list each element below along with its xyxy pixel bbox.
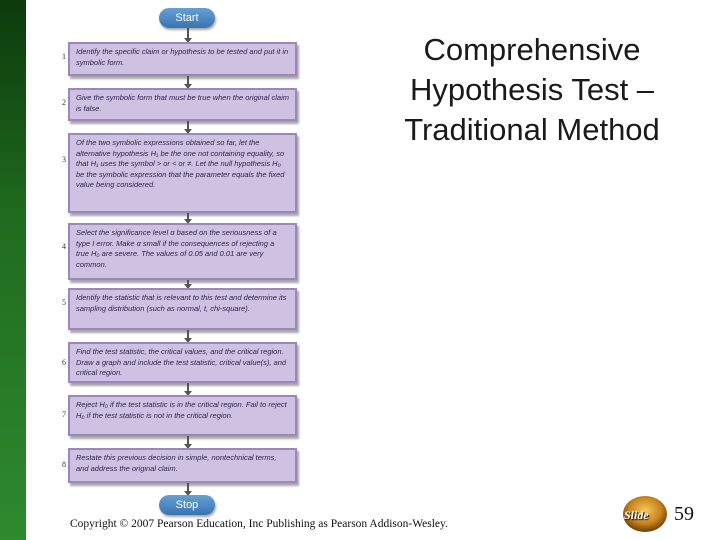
step-7 [68,395,297,436]
sidebar-bar [0,0,26,540]
stop-node: Stop [159,495,215,515]
arrow [187,121,189,133]
step-number: 3 [62,155,66,164]
step-6 [68,342,297,383]
step-1 [68,42,297,76]
arrow [187,436,189,448]
step-text: Find the test statistic, the critical values, and the critical region. Draw a graph and include the test statistic, critical value(s), and critical region. [76,347,287,377]
slide-number: 59 [674,503,694,525]
step-text: Of the two symbolic expressions obtained so far, let the alternative hypothesis H₁ be the one not containing equality, so that H₁ uses the symbol > or < or ≠. Let the null hypothesis H₀ be the symbolic expression that the parameter equals the fixed value being considered. [76,138,285,189]
start-node: Start [159,8,215,28]
step-2 [68,88,297,121]
arrow [187,383,189,395]
step-number: 6 [62,358,66,367]
copyright-text: Copyright © 2007 Pearson Education, Inc Publishing as Pearson Addison-Wesley. [70,518,448,530]
step-number: 8 [62,460,66,469]
step-number: 2 [62,98,66,107]
step-text: Select the significance level α based on the seriousness of a type I error. Make α small if the consequences of rejecting a true H₀ are severe. The values of 0.05 and 0.01 are very common. [76,228,277,269]
arrow [187,76,189,88]
step-number: 7 [62,410,66,419]
step-text: Restate this previous decision in simple, nontechnical terms, and address the original claim. [76,453,277,473]
arrow [187,28,189,42]
flowchart [58,0,308,520]
title-line: Comprehensive [423,32,641,67]
step-3 [68,133,297,213]
arrow [187,483,189,495]
step-8 [68,448,297,483]
step-text: Give the symbolic form that must be true when the original claim is false. [76,93,290,113]
step-number: 1 [62,52,66,61]
step-text: Identify the statistic that is relevant to this test and determine its sampling distribution (such as normal, t, chi-square). [76,293,287,313]
step-text: Reject H₀ if the test statistic is in the critical region. Fail to reject H₀ if the test statistic is not in the critical region. [76,400,287,420]
step-number: 4 [62,242,66,251]
slide-title [352,30,712,150]
step-5 [68,288,297,330]
arrow [187,330,189,342]
arrow [187,280,189,288]
title-line: Traditional Method [404,112,660,147]
title-line: Hypothesis Test – [409,72,655,107]
slide-label: Slide [624,508,649,522]
arrow [187,213,189,223]
step-4 [68,223,297,280]
step-number: 5 [62,298,66,307]
step-text: Identify the specific claim or hypothesis to be tested and put it in symbolic form. [76,47,289,67]
